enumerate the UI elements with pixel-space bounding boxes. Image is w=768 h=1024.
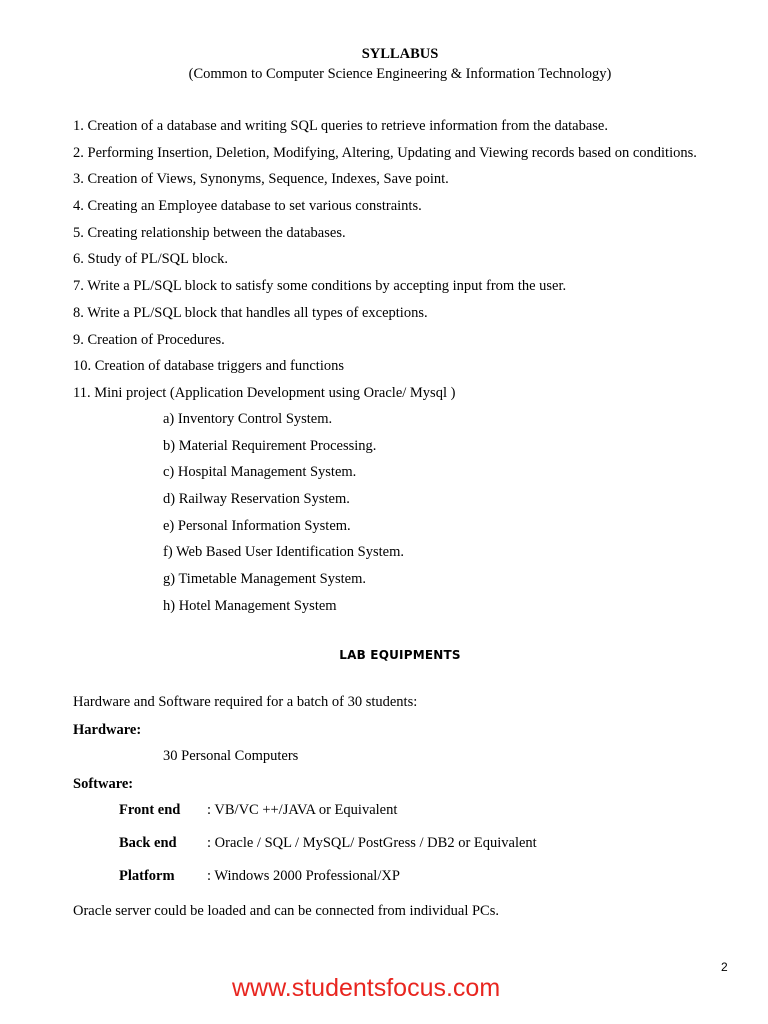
- hardware-label: Hardware:: [73, 722, 142, 738]
- syllabus-item: 5. Creating relationship between the databases.: [73, 224, 346, 241]
- back-end-value: : Oracle / SQL / MySQL/ PostGress / DB2 or Equivalent: [207, 835, 537, 851]
- mini-project-item: f) Web Based User Identification System.: [163, 544, 404, 561]
- lab-intro: Hardware and Software required for a batch of 30 students:: [73, 694, 418, 710]
- software-label: Software:: [73, 776, 134, 792]
- syllabus-item: 4. Creating an Employee database to set various constraints.: [73, 198, 422, 215]
- page-number: 2: [721, 960, 728, 974]
- footer-website-link[interactable]: www.studentsfocus.com: [232, 974, 501, 1002]
- mini-project-item: b) Material Requirement Processing.: [163, 437, 377, 454]
- mini-project-item: g) Timetable Management System.: [163, 571, 366, 588]
- page-subtitle: (Common to Computer Science Engineering & Information Technology): [188, 66, 612, 82]
- syllabus-list: [73, 117, 697, 411]
- syllabus-item: 3. Creation of Views, Synonyms, Sequence, Indexes, Save point.: [73, 171, 449, 188]
- syllabus-item: 7. Write a PL/SQL block to satisfy some conditions by accepting input from the user.: [73, 278, 567, 295]
- platform-value: : Windows 2000 Professional/XP: [207, 868, 400, 884]
- platform-label: Platform: [119, 868, 175, 884]
- syllabus-item: 8. Write a PL/SQL block that handles all types of exceptions.: [73, 304, 428, 321]
- mini-project-item: c) Hospital Management System.: [163, 464, 357, 481]
- syllabus-item: 6. Study of PL/SQL block.: [73, 251, 228, 268]
- lab-equipments-heading: LAB EQUIPMENTS: [339, 648, 461, 662]
- mini-project-item: e) Personal Information System.: [163, 517, 351, 534]
- syllabus-item: 1. Creation of a database and writing SQL queries to retrieve information from the database.: [73, 118, 608, 134]
- mini-project-item: h) Hotel Management System: [163, 597, 337, 614]
- page-title: SYLLABUS: [361, 46, 439, 62]
- lab-note: Oracle server could be loaded and can be connected from individual PCs.: [73, 903, 499, 919]
- syllabus-item: 10. Creation of database triggers and functions: [73, 358, 344, 375]
- mini-project-item: d) Railway Reservation System.: [163, 491, 350, 508]
- mini-project-item: a) Inventory Control System.: [163, 411, 333, 427]
- front-end-value: : VB/VC ++/JAVA or Equivalent: [207, 802, 398, 818]
- syllabus-item: 9. Creation of Procedures.: [73, 331, 225, 348]
- mini-project-list: [163, 410, 404, 624]
- back-end-label: Back end: [119, 835, 177, 851]
- syllabus-item: 2. Performing Insertion, Deletion, Modifying, Altering, Updating and Viewing records based on conditions.: [73, 144, 697, 161]
- syllabus-item: 11. Mini project (Application Development using Oracle/ Mysql ): [73, 384, 456, 401]
- front-end-label: Front end: [119, 802, 181, 818]
- hardware-value: 30 Personal Computers: [163, 748, 299, 764]
